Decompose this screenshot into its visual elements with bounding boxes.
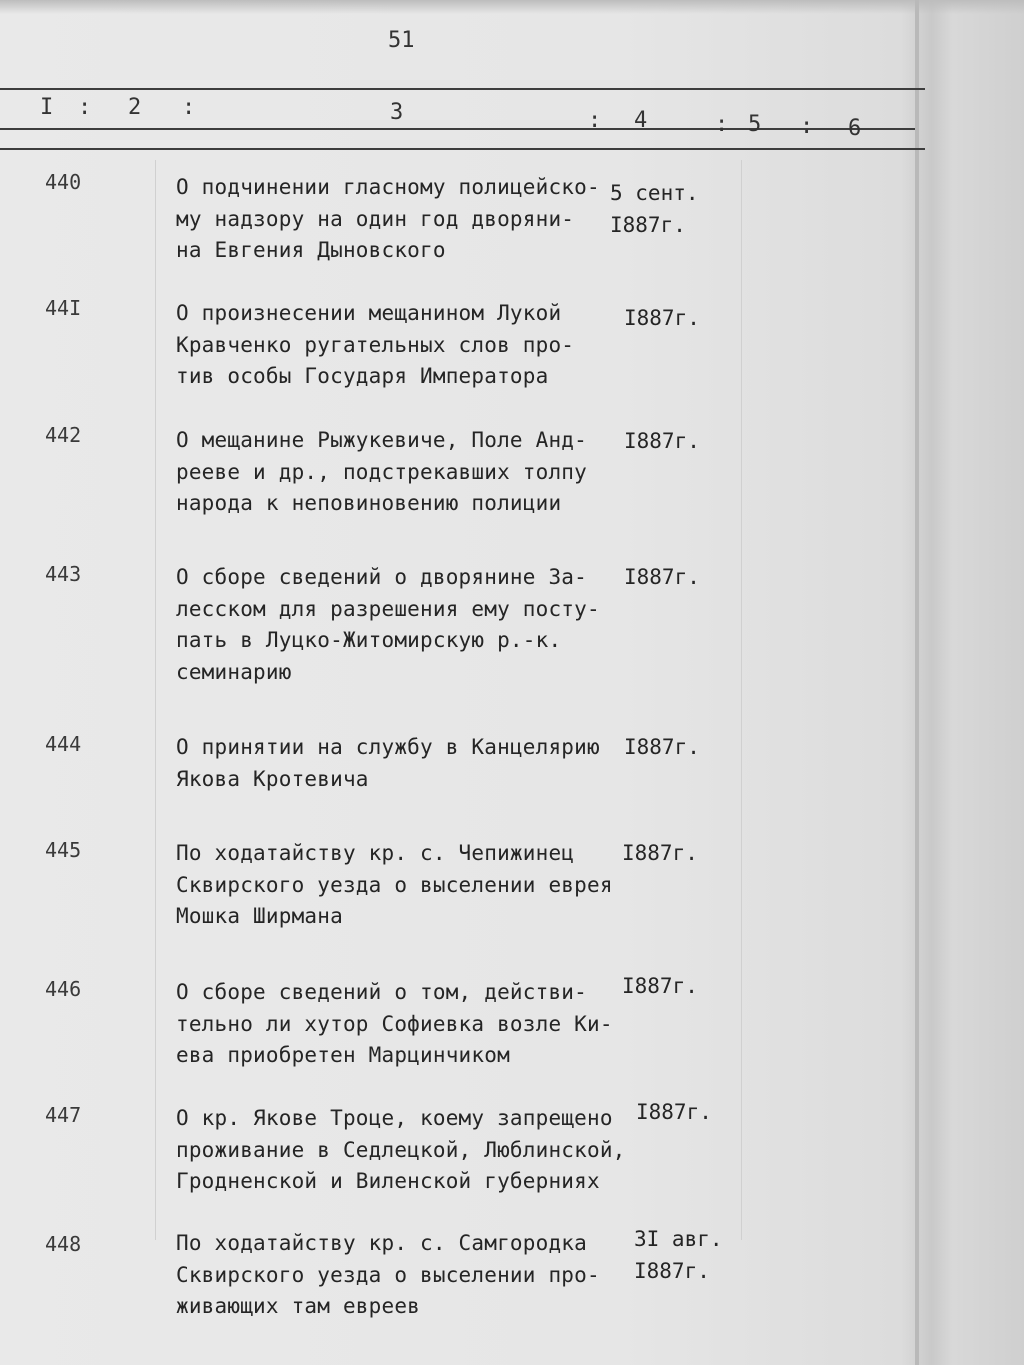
entry-title (176, 838, 636, 933)
entry-date-line: I887г. (636, 1100, 712, 1124)
column-header-separator: : (800, 114, 814, 139)
entry-title-line: По ходатайству кр. с. Самгородка (176, 1231, 587, 1255)
entry-title-line: лесском для разрешения ему посту- (176, 596, 600, 621)
page-edge-shadow (0, 0, 1024, 14)
entry-title-line: ева приобретен Марцинчиком (176, 1043, 510, 1067)
entry-title (176, 172, 636, 267)
entry-date-line: 3I авг. (634, 1227, 723, 1251)
entry-date (624, 732, 700, 764)
entry-title-line: му надзору на один год дворяни- (176, 206, 575, 231)
entry-number: 444 (45, 732, 82, 756)
entry-date-line: I887г. (634, 1258, 710, 1283)
entry-title-line: Якова Кротевича (176, 766, 369, 791)
entry-number: 442 (45, 423, 82, 447)
column-header-item: 4 (634, 108, 648, 133)
column-header-item: 3 (390, 100, 404, 125)
entry-number: 447 (45, 1103, 82, 1127)
entry-date (636, 1097, 712, 1129)
entry-date-line: 5 сент. (610, 181, 699, 205)
entry-date-line: I887г. (622, 841, 698, 865)
entry-title-line: тив особы Государя Императора (176, 364, 549, 388)
entry-title-line: рееве и др., подстрекавших толпу (176, 459, 587, 484)
entry-date-line: I887г. (624, 735, 700, 759)
column-header-item: 2 (128, 95, 142, 120)
entry-title-line: О подчинении гласному полицейско- (176, 175, 600, 199)
entry-title-line: живающих там евреев (176, 1294, 421, 1318)
entry-number: 443 (45, 562, 82, 586)
header-top-rule (0, 88, 925, 90)
entry-number: 446 (45, 977, 82, 1001)
entry-number: 445 (45, 838, 82, 862)
entry-title-line: О мещанине Рыжукевиче, Поле Анд- (176, 428, 587, 452)
column-header-separator: : (78, 95, 92, 120)
entry-title (176, 1103, 636, 1198)
entry-date-line: I887г. (624, 429, 700, 453)
entry-title-line: проживание в Седлецкой, Люблинской, (176, 1137, 626, 1162)
entry-title-line: тельно ли хутор Софиевка возле Ки- (176, 1011, 613, 1036)
entry-title-line: О сборе сведений о дворянине За- (176, 565, 587, 589)
column-header-separator: : (715, 112, 729, 137)
entry-title-line: Мошка Ширмана (176, 904, 343, 928)
header-middle-rule (0, 128, 915, 130)
entry-date-line: I887г. (622, 974, 698, 998)
entry-title-line: Гродненской и Виленской губерниях (176, 1169, 600, 1193)
entry-date-line: I887г. (610, 212, 686, 237)
entry-title-line: семинарию (176, 659, 292, 684)
entry-date (622, 971, 698, 1003)
entry-number: 448 (45, 1232, 82, 1256)
entry-title-line: О кр. Якове Троце, коему запрещено (176, 1106, 613, 1130)
entry-title (176, 1228, 636, 1323)
column-header-item: I (40, 95, 54, 120)
entry-title-line: По ходатайству кр. с. Чепижинец (176, 841, 575, 865)
column-header-item: 5 (748, 112, 762, 137)
entry-title (176, 425, 636, 520)
column-header-separator: : (588, 108, 602, 133)
entry-date (624, 303, 700, 335)
column-header-item: 6 (848, 116, 862, 141)
page-fold (915, 0, 919, 1365)
entry-date (624, 562, 700, 594)
column-header-separator: : (182, 95, 196, 120)
entry-title (176, 977, 636, 1072)
entry-date (610, 178, 699, 241)
entry-title (176, 298, 636, 393)
entry-title (176, 562, 636, 688)
entry-date-line: I887г. (624, 306, 700, 330)
entry-title-line: пать в Луцко-Житомирскую р.-к. (176, 628, 562, 652)
entry-title-line: О сборе сведений о том, действи- (176, 980, 587, 1004)
entry-date-line: I887г. (624, 565, 700, 589)
header-bottom-rule (0, 148, 925, 150)
entry-title-line: на Евгения Дыновского (176, 238, 446, 262)
entry-number: 440 (45, 170, 82, 194)
entry-title (176, 732, 636, 795)
entry-title-line: народа к неповиновению полиции (176, 491, 562, 515)
entry-title-line: Сквирского уезда о выселении про- (176, 1262, 600, 1287)
entry-date (624, 426, 700, 458)
entry-date (622, 838, 698, 870)
entry-title-line: О принятии на службу в Канцелярию (176, 735, 600, 759)
entry-number: 44I (45, 296, 82, 320)
entry-title-line: Сквирского уезда о выселении еврея (176, 872, 613, 897)
entry-title-line: О произнесении мещанином Лукой (176, 301, 562, 325)
page-number: 51 (388, 28, 415, 53)
entry-title-line: Кравченко ругательных слов про- (176, 332, 575, 357)
entry-date (634, 1224, 723, 1287)
